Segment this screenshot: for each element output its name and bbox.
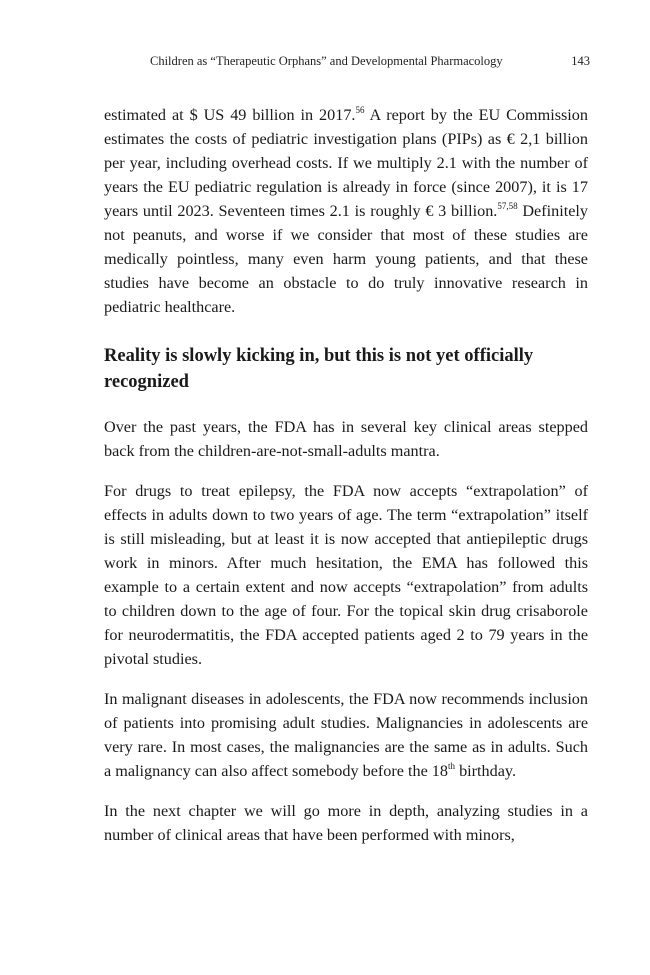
ordinal-suffix: th [448, 761, 456, 771]
footnote-ref-57-58: 57,58 [497, 201, 518, 211]
paragraph-4-text-a: In malignant diseases in adolescents, the FDA now recommends inclusion of patients into promising adult studies. Malignancies in adolescents are very rare. In most cases, the malignancies are the same as in adults. Such a malignancy can also affect somebody before the 18 [104, 690, 588, 780]
section-heading: Reality is slowly kicking in, but this is not yet officially recognized [104, 346, 534, 392]
paragraph-2: Over the past years, the FDA has in several key clinical areas stepped back from the children-are-not-small-adults mantra. [104, 418, 588, 460]
page-body [104, 103, 588, 863]
page-number: 143 [571, 54, 590, 68]
paragraph-1-text-a: estimated at $ US 49 billion in 2017. [104, 106, 356, 124]
paragraph-5: In the next chapter we will go more in depth, analyzing studies in a number of clinical areas that have been performed with minors, [104, 802, 588, 844]
paragraph-1-text-c: Definitely not peanuts, and worse if we consider that most of these studies are medically pointless, many even harm young patients, and that these studies have become an obstacle to do truly innovative research in pediatric healthcare. [104, 202, 588, 316]
running-header-title: Children as “Therapeutic Orphans” and Developmental Pharmacology [150, 54, 503, 68]
paragraph-1-text-b: A report by the EU Commission estimates the costs of pediatric investigation plans (PIPs) as € 2,1 billion per year, including overhead costs. If we multiply 2.1 with the number of years the EU pediatric regulation is already in force (since 2007), it is 17 years until 2023. Seventeen times 2.1 is roughly € 3 billion. [104, 106, 588, 220]
paragraph-4-text-b: birthday. [455, 762, 517, 780]
paragraph-1 [104, 103, 588, 319]
footnote-ref-56: 56 [355, 105, 365, 115]
paragraph-4 [104, 687, 588, 783]
paragraph-3: For drugs to treat epilepsy, the FDA now accepts “extrapolation” of effects in adults down to two years of age. The term “extrapolation” itself is still misleading, but at least it is now accepted that antiepileptic drugs work in minors. After much hesitation, the EMA has followed this example to a certain extent and now accepts “extrapolation” from adults to children down to the age of four. For the topical skin drug crisaborole for neurodermatitis, the FDA accepted patients aged 2 to 79 years in the pivotal studies. [104, 482, 588, 668]
